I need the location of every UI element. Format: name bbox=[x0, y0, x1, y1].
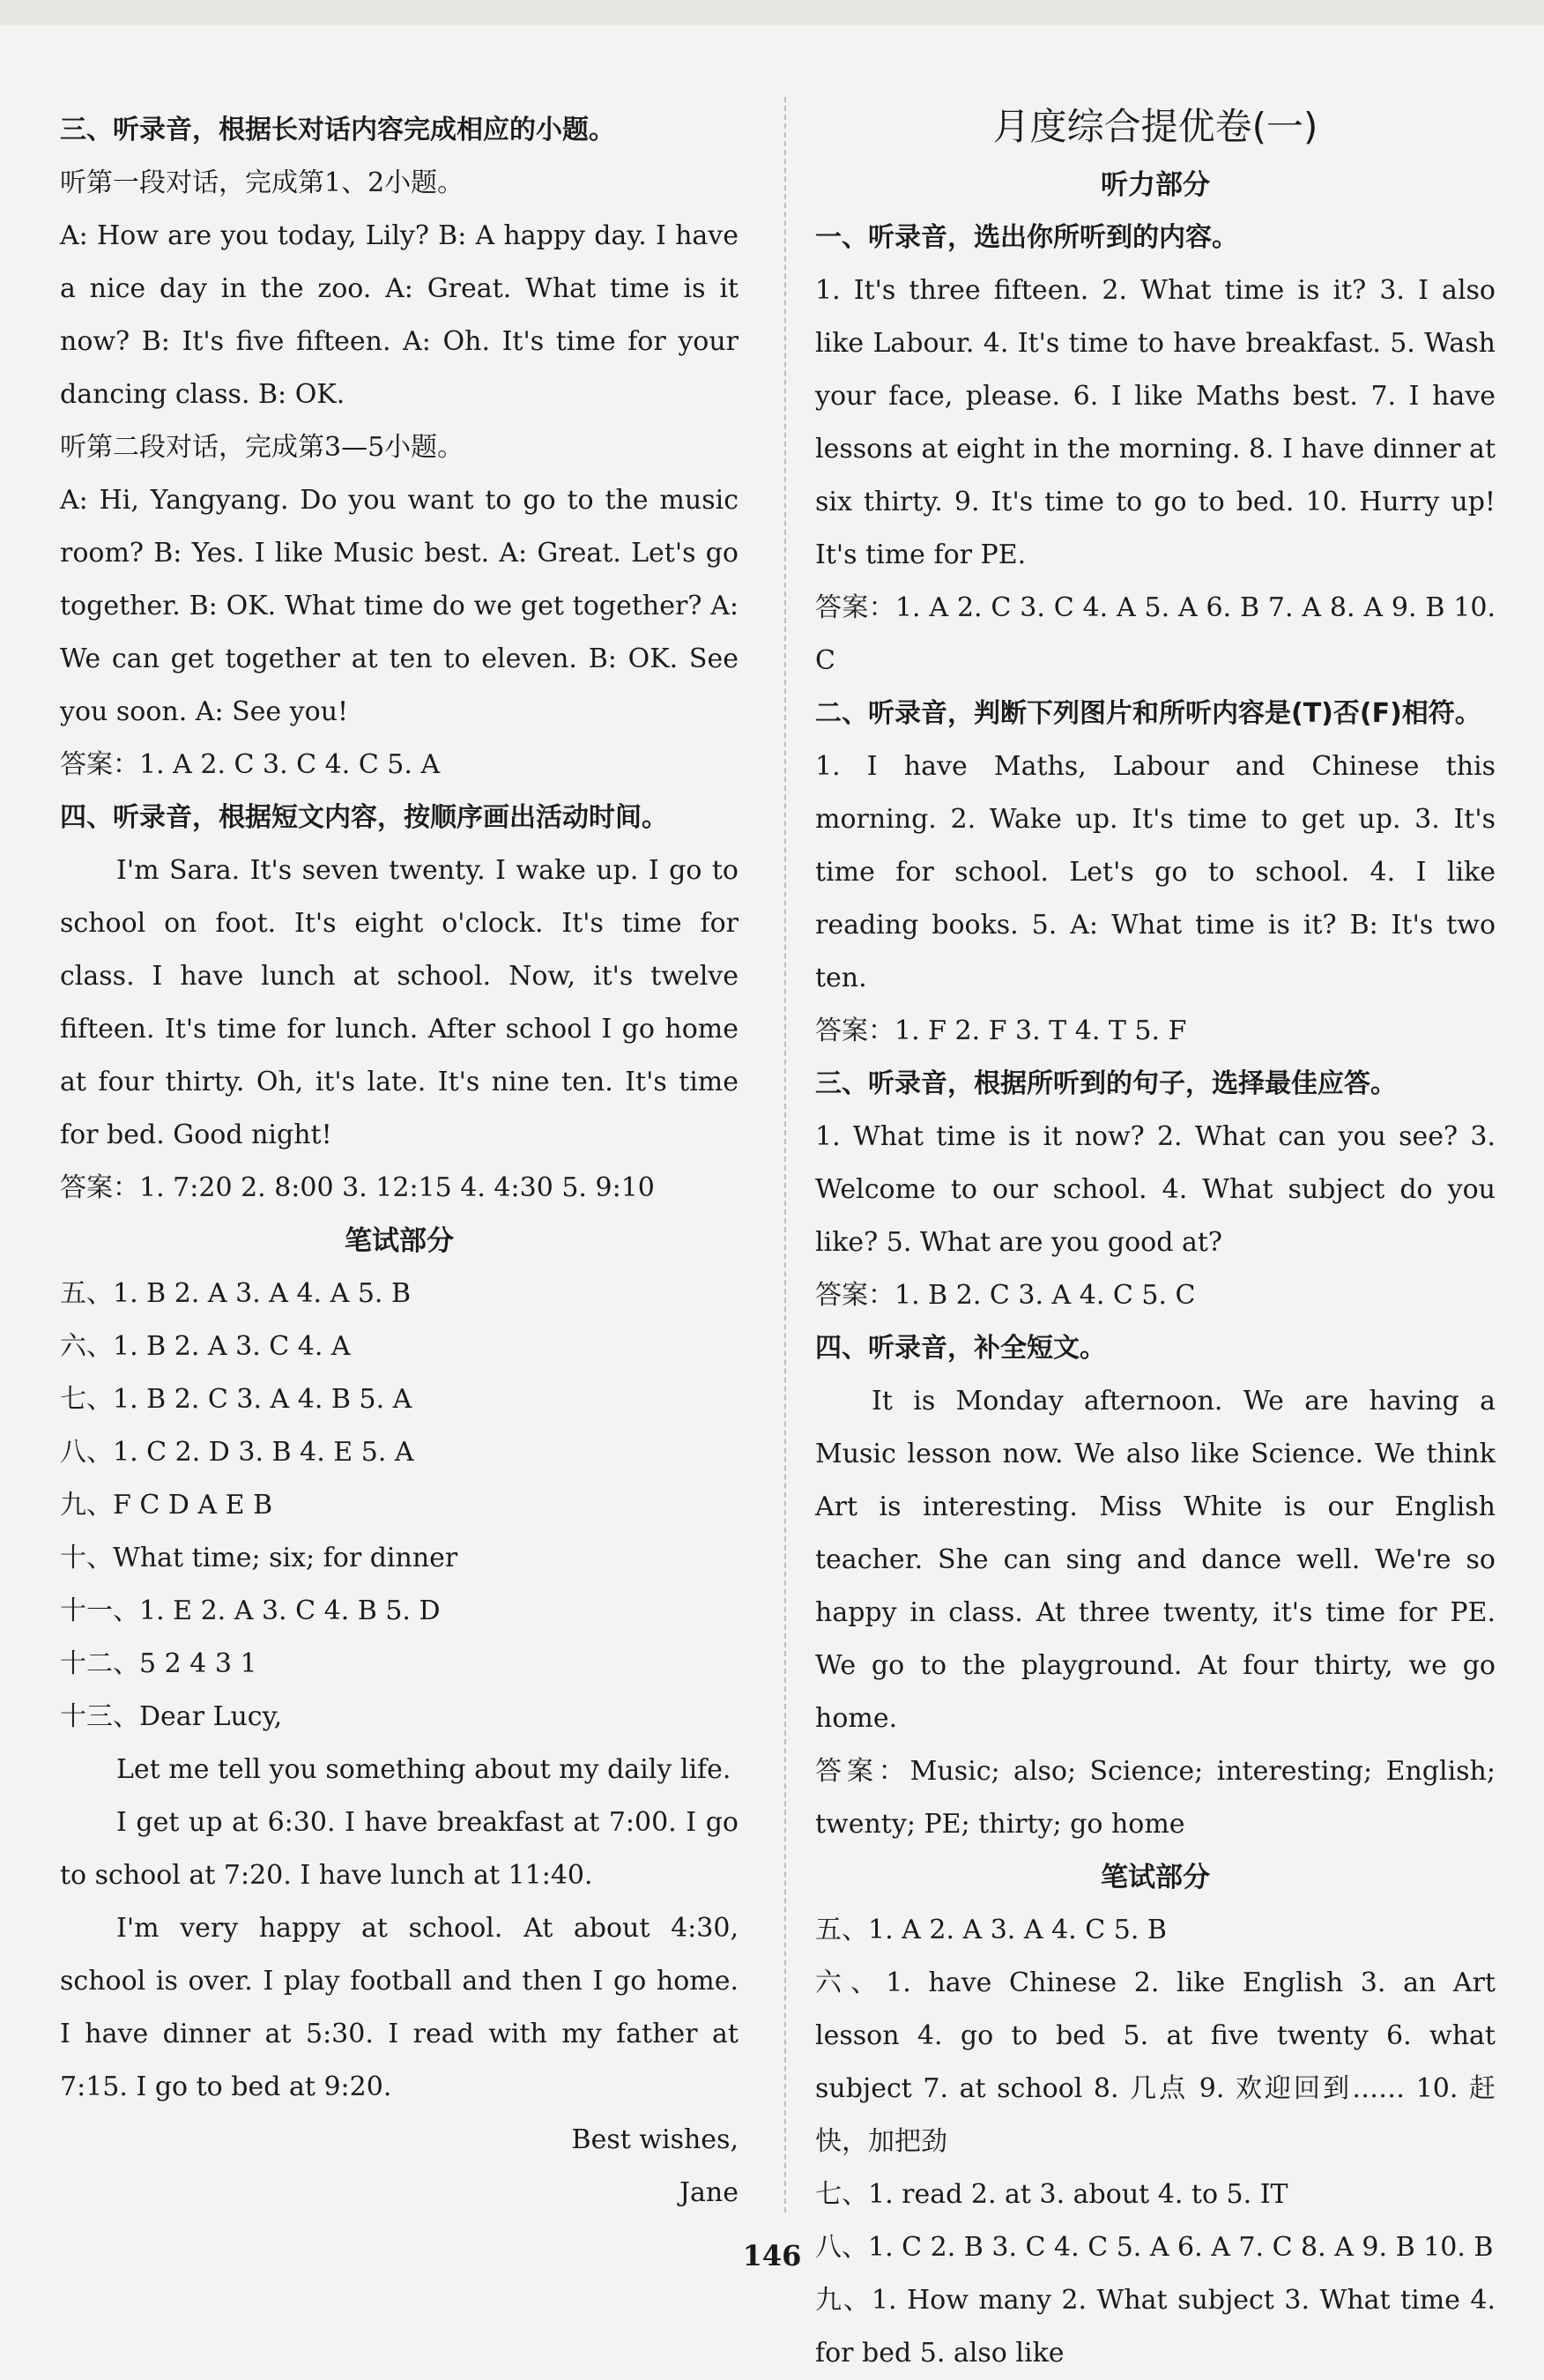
r-answer-9: 九、1. How many 2. What subject 3. What time 4. for bed 5. also like bbox=[815, 2285, 1496, 2369]
answer-13-salutation: 十三、Dear Lucy, bbox=[60, 1701, 283, 1732]
r-answer-6: 六、1. have Chinese 2. like English 3. an Art lesson 4. go to bed 5. at five twenty 6. what subject 7. at school 8. 几点 9. 欢迎回到…… 10. 赶快，加把劲 bbox=[815, 1967, 1496, 2157]
letter-signature: Jane bbox=[679, 2177, 739, 2208]
r-section-1-title: 一、听录音，选出你所听到的内容。 bbox=[815, 222, 1238, 253]
answer-9: 九、F C D A E B bbox=[60, 1490, 273, 1521]
top-band bbox=[0, 0, 1544, 25]
answer-10: 十、What time; six; for dinner bbox=[60, 1543, 458, 1573]
dialog-2-text: A: Hi, Yangyang. Do you want to go to the music room? B: Yes. I like Music best. A: Great. Let's go together. B: OK. What time do we get together? A: We can get together at ten to eleven. B: OK. See you soon. A: See you! bbox=[60, 485, 739, 727]
answer-6: 六、1. B 2. A 3. C 4. A bbox=[60, 1331, 351, 1362]
page-number: 146 bbox=[742, 2239, 802, 2272]
left-column bbox=[60, 104, 739, 2220]
section-3-title: 三、听录音，根据长对话内容完成相应的小题。 bbox=[60, 115, 615, 145]
section-3-answer: 答案：1. A 2. C 3. C 4. C 5. A bbox=[60, 749, 441, 780]
answer-5: 五、1. B 2. A 3. A 4. A 5. B bbox=[60, 1278, 412, 1309]
r-section-3-answer: 答案：1. B 2. C 3. A 4. C 5. C bbox=[815, 1280, 1196, 1311]
letter-paragraph-2: I get up at 6:30. I have breakfast at 7:00. I go to school at 7:20. I have lunch at 11:40. bbox=[60, 1807, 739, 1891]
r-section-1-text: 1. It's three fifteen. 2. What time is it? 3. I also like Labour. 4. It's time to have breakfast. 5. Wash your face, please. 6. I like Maths best. 7. I have lessons at eight in the morning. 8. I have dinner at six thirty. 9. It's time to go to bed. 10. Hurry up! It's time for PE. bbox=[815, 275, 1496, 570]
r-section-2-answer: 答案：1. F 2. F 3. T 4. T 5. F bbox=[815, 1015, 1187, 1046]
dialog-1-text: A: How are you today, Lily? B: A happy day. I have a nice day in the zoo. A: Great. What time is it now? B: It's five fifteen. A: Oh. It's time for your dancing class. B: OK. bbox=[60, 220, 739, 410]
letter-paragraph-1: Let me tell you something about my daily life. bbox=[116, 1754, 731, 1785]
r-section-3-title: 三、听录音，根据所听到的句子，选择最佳应答。 bbox=[815, 1068, 1397, 1099]
answer-8: 八、1. C 2. D 3. B 4. E 5. A bbox=[60, 1437, 414, 1468]
dialog-1-instruction: 听第一段对话，完成第1、2小题。 bbox=[60, 167, 464, 198]
listening-part-title: 听力部分 bbox=[1101, 169, 1210, 201]
letter-closing: Best wishes, bbox=[571, 2124, 739, 2155]
column-divider bbox=[784, 97, 786, 2213]
dialog-2-instruction: 听第二段对话，完成第3—5小题。 bbox=[60, 432, 464, 463]
section-4-passage: I'm Sara. It's seven twenty. I wake up. I go to school on foot. It's eight o'clock. It's time for class. I have lunch at school. Now, it's twelve fifteen. It's time for lunch. After school I go home at four thirty. Oh, it's late. It's nine ten. It's time for bed. Good night! bbox=[60, 855, 739, 1150]
r-section-2-title: 二、听录音，判断下列图片和所听内容是(T)否(F)相符。 bbox=[815, 698, 1481, 729]
answer-12: 十二、5 2 4 3 1 bbox=[60, 1648, 257, 1679]
answer-11: 十一、1. E 2. A 3. C 4. B 5. D bbox=[60, 1595, 441, 1626]
r-section-3-text: 1. What time is it now? 2. What can you see? 3. Welcome to our school. 4. What subject do you like? 5. What are you good at? bbox=[815, 1121, 1496, 1258]
answer-7: 七、1. B 2. C 3. A 4. B 5. A bbox=[60, 1384, 412, 1415]
r-section-2-text: 1. I have Maths, Labour and Chinese this morning. 2. Wake up. It's time to get up. 3. It's time for school. Let's go to school. 4. I like reading books. 5. A: What time is it? B: It's two ten. bbox=[815, 751, 1496, 993]
section-4-answer: 答案：1. 7:20 2. 8:00 3. 12:15 4. 4:30 5. 9:10 bbox=[60, 1172, 655, 1203]
written-part-title: 笔试部分 bbox=[345, 1225, 454, 1257]
r-answer-7: 七、1. read 2. at 3. about 4. to 5. IT bbox=[815, 2179, 1288, 2210]
r-answer-5: 五、1. A 2. A 3. A 4. C 5. B bbox=[815, 1915, 1167, 1945]
letter-paragraph-3: I'm very happy at school. At about 4:30, school is over. I play football and then I go home. I have dinner at 5:30. I read with my father at 7:15. I go to bed at 9:20. bbox=[60, 1913, 739, 2102]
section-4-title: 四、听录音，根据短文内容，按顺序画出活动时间。 bbox=[60, 802, 668, 833]
r-section-4-title: 四、听录音，补全短文。 bbox=[815, 1333, 1106, 1364]
r-section-4-passage: It is Monday afternoon. We are having a Music lesson now. We also like Science. We think Art is interesting. Miss White is our English teacher. She can sing and dance well. We're so happy in class. At three twenty, it's time for PE. We go to the playground. At four thirty, we go home. bbox=[815, 1386, 1496, 1734]
r-written-part-title: 笔试部分 bbox=[1101, 1862, 1210, 1893]
right-column bbox=[815, 104, 1496, 2380]
exam-title: 月度综合提优卷(一) bbox=[992, 105, 1318, 148]
r-section-4-answer: 答案：Music; also; Science; interesting; English; twenty; PE; thirty; go home bbox=[815, 1756, 1496, 1840]
r-answer-8: 八、1. C 2. B 3. C 4. C 5. A 6. A 7. C 8. A 9. B 10. B bbox=[815, 2232, 1494, 2263]
r-section-1-answer: 答案：1. A 2. C 3. C 4. A 5. A 6. B 7. A 8. A 9. B 10. C bbox=[815, 592, 1496, 676]
